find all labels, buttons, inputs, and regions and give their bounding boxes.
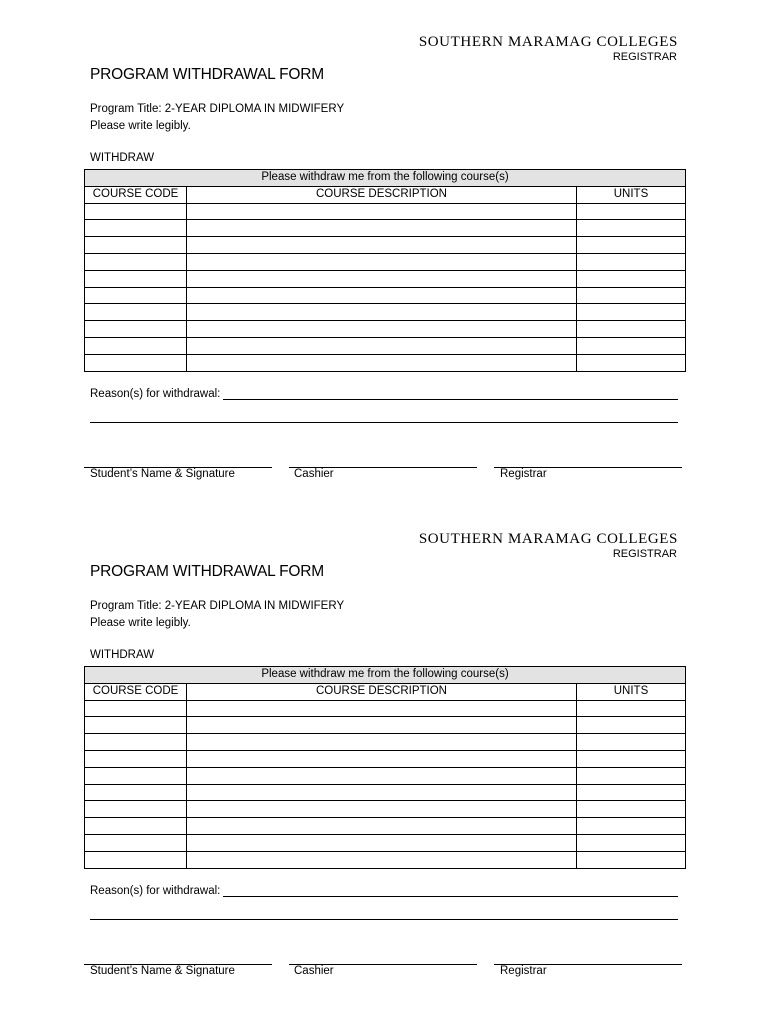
course-code-cell[interactable] xyxy=(85,253,187,270)
reason-input-line-2[interactable] xyxy=(90,919,678,920)
form-title: PROGRAM WITHDRAWAL FORM xyxy=(90,563,324,580)
table-row[interactable] xyxy=(85,784,686,801)
course-description-cell[interactable] xyxy=(187,354,577,371)
table-row[interactable] xyxy=(85,717,686,734)
reason-label: Reason(s) for withdrawal: xyxy=(90,885,221,897)
course-description-cell[interactable] xyxy=(187,321,577,338)
office-label: REGISTRAR xyxy=(612,51,677,63)
course-description-cell[interactable] xyxy=(187,750,577,767)
table-row[interactable] xyxy=(85,337,686,354)
units-cell[interactable] xyxy=(577,700,686,717)
units-cell[interactable] xyxy=(577,203,686,220)
course-code-cell[interactable] xyxy=(85,354,187,371)
course-description-cell[interactable] xyxy=(187,784,577,801)
units-cell[interactable] xyxy=(577,801,686,818)
course-code-cell[interactable] xyxy=(85,337,187,354)
course-code-cell[interactable] xyxy=(85,700,187,717)
table-row[interactable] xyxy=(85,304,686,321)
units-cell[interactable] xyxy=(577,270,686,287)
units-cell[interactable] xyxy=(577,717,686,734)
course-description-cell[interactable] xyxy=(187,818,577,835)
course-code-cell[interactable] xyxy=(85,818,187,835)
reason-input-line-2[interactable] xyxy=(90,422,678,423)
withdrawal-form-1 xyxy=(0,0,768,497)
table-caption: Please withdraw me from the following course(s) xyxy=(85,170,686,187)
course-description-cell[interactable] xyxy=(187,203,577,220)
course-code-cell[interactable] xyxy=(85,801,187,818)
course-description-cell[interactable] xyxy=(187,834,577,851)
column-header-course-description: COURSE DESCRIPTION xyxy=(187,186,577,203)
course-table xyxy=(84,666,686,869)
course-code-cell[interactable] xyxy=(85,321,187,338)
table-row[interactable] xyxy=(85,354,686,371)
units-cell[interactable] xyxy=(577,818,686,835)
units-cell[interactable] xyxy=(577,287,686,304)
table-row[interactable] xyxy=(85,750,686,767)
reason-input-line[interactable] xyxy=(223,387,678,400)
units-cell[interactable] xyxy=(577,220,686,237)
units-cell[interactable] xyxy=(577,767,686,784)
cashier-signature-label: Cashier xyxy=(294,965,334,977)
table-row[interactable] xyxy=(85,818,686,835)
table-caption-row xyxy=(85,170,686,187)
table-header-row xyxy=(85,683,686,700)
reason-label: Reason(s) for withdrawal: xyxy=(90,388,221,400)
course-code-cell[interactable] xyxy=(85,734,187,751)
column-header-course-code: COURSE CODE xyxy=(85,683,187,700)
program-title: Program Title: 2-YEAR DIPLOMA IN MIDWIFERY xyxy=(90,103,345,115)
course-description-cell[interactable] xyxy=(187,237,577,254)
withdrawal-form-2 xyxy=(0,497,768,994)
column-header-units: UNITS xyxy=(577,186,686,203)
course-description-cell[interactable] xyxy=(187,304,577,321)
course-code-cell[interactable] xyxy=(85,834,187,851)
college-name: SOUTHERN MARAMAG COLLEGES xyxy=(418,531,678,547)
registrar-signature-label: Registrar xyxy=(500,468,547,480)
column-header-units: UNITS xyxy=(577,683,686,700)
course-description-cell[interactable] xyxy=(187,253,577,270)
course-code-cell[interactable] xyxy=(85,767,187,784)
units-cell[interactable] xyxy=(577,337,686,354)
table-row[interactable] xyxy=(85,287,686,304)
course-code-cell[interactable] xyxy=(85,750,187,767)
section-label: WITHDRAW xyxy=(90,152,155,164)
table-row[interactable] xyxy=(85,237,686,254)
course-code-cell[interactable] xyxy=(85,287,187,304)
course-code-cell[interactable] xyxy=(85,220,187,237)
table-row[interactable] xyxy=(85,834,686,851)
course-code-cell[interactable] xyxy=(85,237,187,254)
table-row[interactable] xyxy=(85,253,686,270)
units-cell[interactable] xyxy=(577,834,686,851)
course-description-cell[interactable] xyxy=(187,801,577,818)
course-code-cell[interactable] xyxy=(85,784,187,801)
instruction-text: Please write legibly. xyxy=(90,120,191,132)
cashier-signature-label: Cashier xyxy=(294,468,334,480)
units-cell[interactable] xyxy=(577,784,686,801)
reason-field xyxy=(90,883,678,897)
office-label: REGISTRAR xyxy=(612,548,677,560)
student-signature-label: Student’s Name & Signature xyxy=(90,965,235,977)
course-description-cell[interactable] xyxy=(187,337,577,354)
course-code-cell[interactable] xyxy=(85,270,187,287)
reason-field xyxy=(90,386,678,400)
table-row[interactable] xyxy=(85,220,686,237)
course-description-cell[interactable] xyxy=(187,220,577,237)
course-description-cell[interactable] xyxy=(187,734,577,751)
units-cell[interactable] xyxy=(577,304,686,321)
student-signature-label: Student’s Name & Signature xyxy=(90,468,235,480)
course-description-cell[interactable] xyxy=(187,270,577,287)
units-cell[interactable] xyxy=(577,321,686,338)
table-row[interactable] xyxy=(85,851,686,868)
table-caption-row xyxy=(85,667,686,684)
program-title: Program Title: 2-YEAR DIPLOMA IN MIDWIFERY xyxy=(90,600,345,612)
units-cell[interactable] xyxy=(577,851,686,868)
college-name: SOUTHERN MARAMAG COLLEGES xyxy=(418,34,678,50)
table-row[interactable] xyxy=(85,734,686,751)
table-row[interactable] xyxy=(85,203,686,220)
table-row[interactable] xyxy=(85,321,686,338)
course-code-cell[interactable] xyxy=(85,851,187,868)
table-header-row xyxy=(85,186,686,203)
course-code-cell[interactable] xyxy=(85,203,187,220)
column-header-course-code: COURSE CODE xyxy=(85,186,187,203)
instruction-text: Please write legibly. xyxy=(90,617,191,629)
course-code-cell[interactable] xyxy=(85,717,187,734)
course-description-cell[interactable] xyxy=(187,767,577,784)
course-description-cell[interactable] xyxy=(187,851,577,868)
units-cell[interactable] xyxy=(577,750,686,767)
table-row[interactable] xyxy=(85,700,686,717)
reason-input-line[interactable] xyxy=(223,884,678,897)
units-cell[interactable] xyxy=(577,734,686,751)
section-label: WITHDRAW xyxy=(90,649,155,661)
column-header-course-description: COURSE DESCRIPTION xyxy=(187,683,577,700)
form-title: PROGRAM WITHDRAWAL FORM xyxy=(90,66,324,83)
course-code-cell[interactable] xyxy=(85,304,187,321)
table-row[interactable] xyxy=(85,801,686,818)
registrar-signature-label: Registrar xyxy=(500,965,547,977)
table-row[interactable] xyxy=(85,270,686,287)
table-caption: Please withdraw me from the following course(s) xyxy=(85,667,686,684)
units-cell[interactable] xyxy=(577,253,686,270)
units-cell[interactable] xyxy=(577,237,686,254)
table-row[interactable] xyxy=(85,767,686,784)
course-description-cell[interactable] xyxy=(187,700,577,717)
course-description-cell[interactable] xyxy=(187,287,577,304)
units-cell[interactable] xyxy=(577,354,686,371)
course-description-cell[interactable] xyxy=(187,717,577,734)
course-table xyxy=(84,169,686,372)
